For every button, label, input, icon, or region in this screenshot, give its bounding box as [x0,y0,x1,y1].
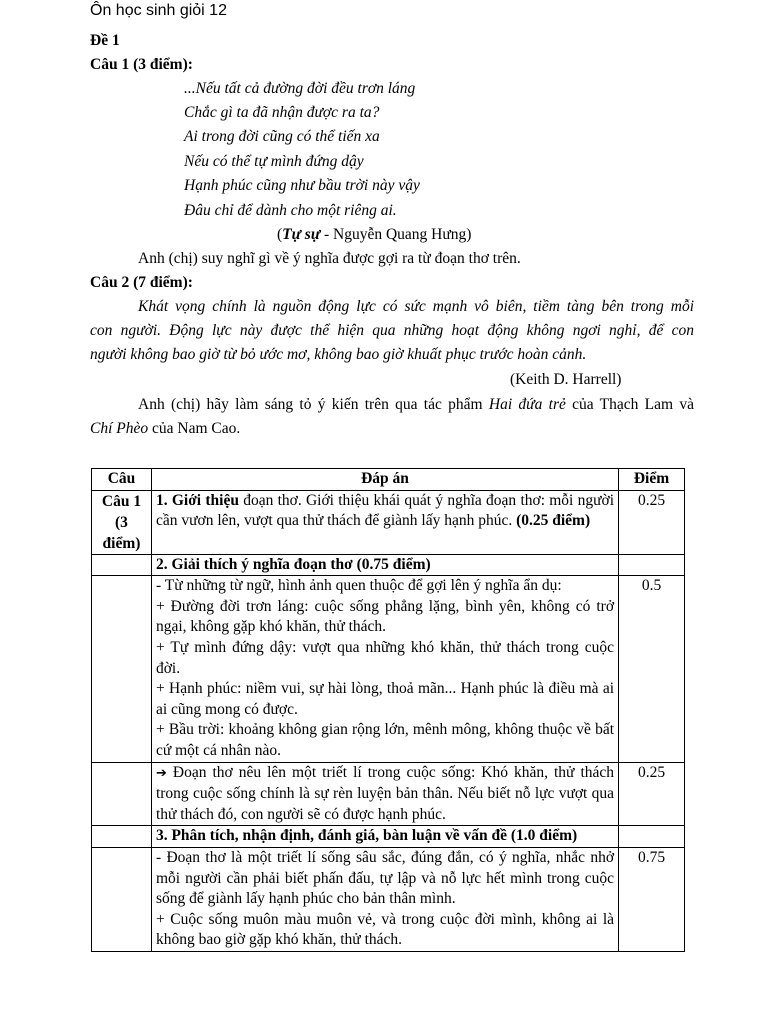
table-row [92,490,685,554]
answer-cell [151,490,618,554]
cau1-heading: Câu 1 (3 điểm): [90,56,193,73]
table-row [92,762,685,826]
poem-line: Hạnh phúc cũng như bầu trời này vậy [184,177,420,194]
poem-line: Đâu chỉ để dành cho một riêng ai. [184,202,397,219]
empty-cell [92,826,152,848]
poem-line: Nếu có thể tự mình đứng dậy [184,153,364,170]
question-work: Hai đứa trẻ [488,396,566,413]
poem-line: Ai trong đời cũng có thể tiến xa [184,128,380,145]
cau1-question: Anh (chị) suy nghĩ gì về ý nghĩa được gợi ra từ đoạn thơ trên. [138,250,521,267]
list-item: + Đường đời trơn láng: cuộc sống phẳng lặng, bình yên, không có trở ngại, không gặp khó khăn, thử thách. [155,597,615,636]
poem-line: ...Nếu tất cả đường đời đều trơn láng [184,80,416,97]
poem-source [277,226,471,244]
row-bold: (0.25 điểm) [516,512,591,530]
table-row [92,576,685,762]
score-cell: 0.25 [619,490,685,554]
table-row [92,826,685,848]
empty-cell [92,554,152,576]
question-text: Anh (chị) hãy làm sáng tỏ ý kiến trên qua tác phẩm [138,396,489,413]
list-item: - Đoạn thơ là một triết lí sống sâu sắc, đúng đắn, có ý nghĩa, nhắc nhở mỗi người cần phải biết phấn đấu, tự lập và nỗ lực hết mình trong cuộc sống để giành lấy hạnh phúc cho bản thân mình. [155,848,615,908]
arrow-icon: ➔ [155,765,167,781]
quote-line: con người. Động lực này được thể hiện qua những hoạt động không ngơi nghỉ, để con [90,322,694,339]
score-cell: 0.25 [619,762,685,826]
source-work: Tự sự [282,226,321,243]
row-text: đoạn thơ. Giới thiệu khái quát ý nghĩa đoạn thơ: mỗi người cần vươn lên, vượt qua thử thách để giành lấy hạnh phúc. [155,491,615,530]
empty-cell [619,826,685,848]
source-author: - Nguyễn Quang Hưng) [320,226,472,243]
page-title: Ôn học sinh giỏi 12 [90,2,227,19]
empty-cell [92,576,152,762]
row-bold: 1. Giới thiệu [155,491,239,509]
empty-cell [92,762,152,826]
answer-cell [151,576,618,762]
source-open: ( [277,226,283,243]
cau2-question-line2 [90,420,240,438]
list-item: + Cuộc sống muôn màu muôn vẻ, và trong cuộc đời mình, không ai là không bao giờ gặp khó khăn, thử thách. [155,910,615,949]
score-cell: 0.75 [619,847,685,951]
list-item: - Từ những từ ngữ, hình ảnh quen thuộc để gợi lên ý nghĩa ẩn dụ: [155,577,562,595]
header-cau: Câu [92,469,152,491]
quote-line: Khát vọng chính là nguồn động lực có sức mạnh vô biên, tiềm tàng bên trong mỗi [138,298,694,315]
de-heading: Đề 1 [90,32,120,49]
question-work: Chí Phèo [90,420,149,437]
header-diem: Điểm [619,469,685,491]
header-dap-an: Đáp án [151,469,618,491]
answer-cell [151,762,618,826]
empty-cell [92,847,152,951]
section-heading: 2. Giải thích ý nghĩa đoạn thơ (0.75 điểm) [151,554,618,576]
list-item: + Tự mình đứng dậy: vượt qua những khó khăn, thử thách trong cuộc đời. [155,638,615,677]
row-text: Đoạn thơ nêu lên một triết lí trong cuộc sống: Khó khăn, thử thách trong cuộc sống chính là sự rèn luyện bản thân. Nếu biết nỗ lực vượt qua thử thách đó, con người sẽ có được hạnh phúc. [155,763,615,823]
table-header-row [92,469,685,491]
empty-cell [619,554,685,576]
table-row [92,554,685,576]
quote-line: người không bao giờ từ bỏ ước mơ, không bao giờ khuất phục trước hoàn cảnh. [90,346,587,363]
question-text: của Thạch Lam và [565,396,695,413]
section-heading: 3. Phân tích, nhận định, đánh giá, bàn luận về vấn đề (1.0 điểm) [151,826,618,848]
answer-cell [151,847,618,951]
table-row [92,847,685,951]
cau-label: Câu 1 (3 điểm) [92,490,152,554]
list-item: + Hạnh phúc: niềm vui, sự hài lòng, thoả mãn... Hạnh phúc là điều mà ai ai cũng mong có được. [155,680,615,718]
list-item: + Bầu trời: khoảng không gian rộng lớn, mênh mông, không thuộc về bất cứ một cá nhân nào. [155,721,615,759]
poem-line: Chắc gì ta đã nhận được ra ta? [184,104,380,121]
score-cell: 0.5 [619,576,685,762]
question-text: của Nam Cao. [148,420,241,437]
cau2-question-line1 [138,396,694,414]
quote-author: (Keith D. Harrell) [510,371,622,388]
answer-table [91,468,685,952]
cau2-heading: Câu 2 (7 điểm): [90,274,193,291]
